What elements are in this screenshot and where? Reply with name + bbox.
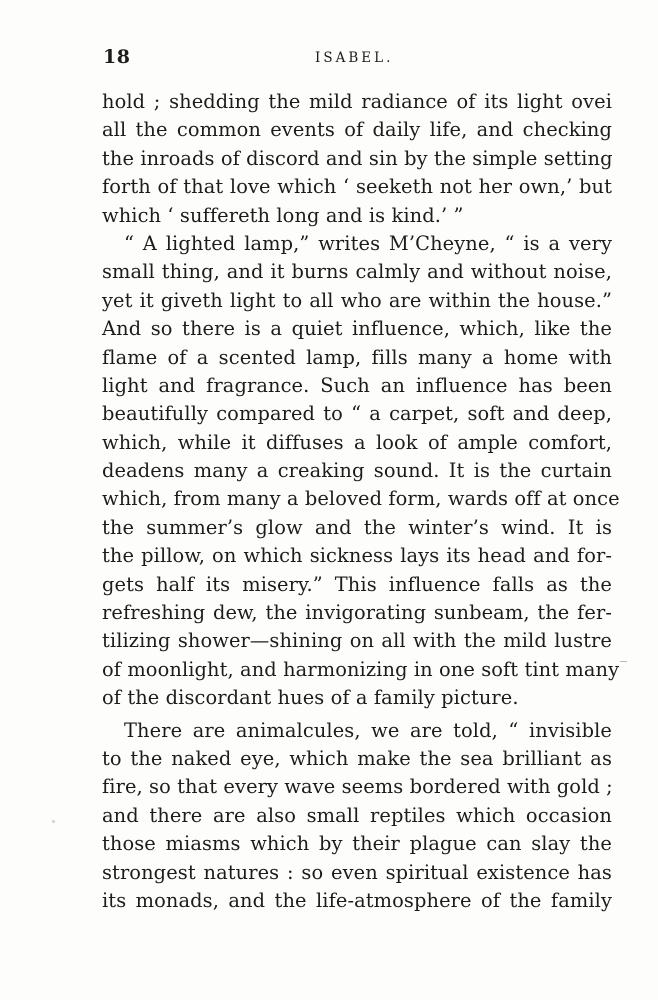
text-line: which ‘ suffereth long and is kind.’ ”: [102, 203, 464, 227]
text-line: which, while it diffuses a look of ample comfort,: [102, 430, 612, 454]
text-line: yet it giveth light to all who are within the house.”: [102, 288, 612, 312]
text-line: its monads, and the life-atmosphere of the family: [102, 888, 612, 912]
paragraph-2: [102, 230, 620, 713]
text-line: light and fragrance. Such an influence has been: [102, 373, 612, 397]
text-line: the inroads of discord and sin by the simple setting: [102, 146, 613, 170]
text-line: those miasms which by their plague can slay the: [102, 832, 612, 856]
text-line: the pillow, on which sickness lays its head and for-: [102, 544, 612, 568]
text-line: fire, so that every wave seems bordered with gold ;: [102, 775, 613, 799]
text-line: the summer’s glow and the winter’s wind. It is: [102, 515, 612, 539]
text-line: forth of that love which ‘ seeketh not her own,’ but: [102, 175, 612, 199]
text-line: strongest natures : so even spiritual existence has: [102, 860, 612, 884]
text-line: And so there is a quiet influence, which, like the: [102, 317, 612, 341]
text-line: and there are also small reptiles which occasion: [102, 803, 612, 827]
text-line: deadens many a creaking sound. It is the curtain: [102, 459, 612, 483]
page-header: [103, 46, 611, 76]
text-line: gets half its misery.” This influence falls as the: [102, 572, 612, 596]
text-line: small thing, and it burns calmly and without noise,: [102, 260, 612, 284]
running-head: ISABEL.: [315, 50, 394, 66]
text-line: hold ; shedding the mild radiance of its light ovei: [102, 90, 612, 113]
text-line: refreshing dew, the invigorating sunbeam, the fer-: [102, 601, 612, 625]
text-line: which, from many a beloved form, wards off at once: [102, 487, 620, 511]
text-line: of the discordant hues of a family picture.: [102, 686, 519, 710]
text-line: There are animalcules, we are told, “ invisible: [124, 718, 612, 742]
text-line: of moonlight, and harmonizing in one soft tint many: [102, 657, 620, 681]
paragraph-3: [102, 717, 612, 916]
paper-speck: [620, 661, 627, 662]
text-line: “ A lighted lamp,” writes M’Cheyne, “ is a very: [124, 231, 612, 255]
text-line: beautifully compared to “ a carpet, soft and deep,: [102, 402, 612, 426]
text-line: flame of a scented lamp, fills many a home with: [102, 345, 612, 369]
page-number: 18: [103, 46, 131, 68]
paragraph-1: [102, 88, 612, 230]
body-text: [102, 88, 620, 915]
text-line: all the common events of daily life, and checking: [102, 118, 612, 142]
paper-speck: [52, 820, 55, 823]
text-line: to the naked eye, which make the sea brilliant as: [102, 746, 612, 770]
text-line: tilizing shower—shining on all with the mild lustre: [102, 629, 612, 653]
